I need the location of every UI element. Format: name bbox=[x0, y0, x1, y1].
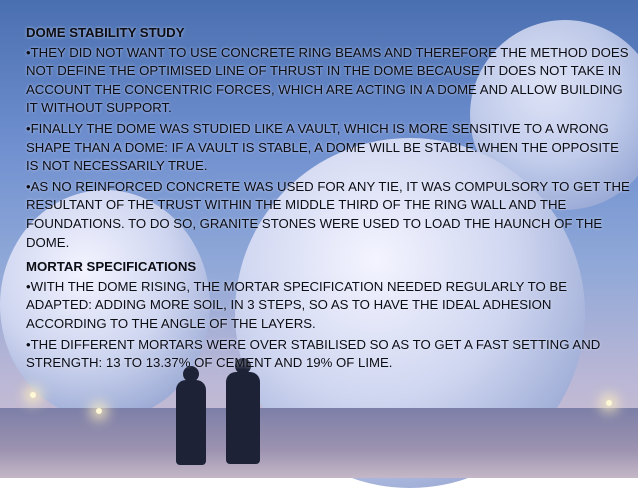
bullet-mortar-adapted: •WITH THE DOME RISING, THE MORTAR SPECIFICATION NEEDED REGULARLY TO BE ADAPTED: ADDING MORE SOIL, IN 3 STEPS, SO AS TO HAVE THE IDEAL ADHESION ACCORDING TO THE ANGLE OF THE LAYERS. bbox=[26, 278, 567, 331]
lamp-light bbox=[606, 400, 612, 406]
section-heading-mortar: MORTAR SPECIFICATIONS bbox=[26, 259, 197, 275]
bullet-resultant-thrust: •AS NO REINFORCED CONCRETE WAS USED FOR ANY TIE, IT WAS COMPULSORY TO GET THE RESULTANT OF THE TRUST WITHIN THE MIDDLE THIRD OF THE RING WALL AND THE FOUNDATIONS. TO DO SO, GRANITE STONES WERE USED TO LOAD THE HAUNCH OF THE DOME. bbox=[26, 178, 630, 250]
person-silhouette bbox=[226, 372, 260, 464]
lamp-light bbox=[30, 392, 36, 398]
bullet-ring-beams: •THEY DID NOT WANT TO USE CONCRETE RING BEAMS AND THEREFORE THE METHOD DOES NOT DEFINE THE OPTIMISED LINE OF THRUST IN THE DOME BECAUSE IT DOES NOT TAKE IN ACCOUNT THE CONCENTRIC FORCES, WHICH ARE ACTING IN A DOME AND ALLOW BUILDING IT WITHOUT SUPPORT. bbox=[26, 44, 629, 116]
person-silhouette bbox=[176, 380, 206, 465]
slide-text bbox=[26, 24, 634, 375]
ground bbox=[0, 408, 638, 478]
bullet-vault-study: •FINALLY THE DOME WAS STUDIED LIKE A VAULT, WHICH IS MORE SENSITIVE TO A WRONG SHAPE THAN A DOME: IF A VAULT IS STABLE, A DOME WILL BE STABLE.WHEN THE OPPOSITE IS NOT NECESSARILY TRUE. bbox=[26, 120, 619, 174]
section-heading-dome-stability: DOME STABILITY STUDY bbox=[26, 25, 185, 40]
bullet-mortar-stabilised: •THE DIFFERENT MORTARS WERE OVER STABILISED SO AS TO GET A FAST SETTING AND STRENGTH: 13 TO 13.37% OF CEMENT AND 19% OF LIME. bbox=[26, 336, 601, 371]
lamp-light bbox=[96, 408, 102, 414]
